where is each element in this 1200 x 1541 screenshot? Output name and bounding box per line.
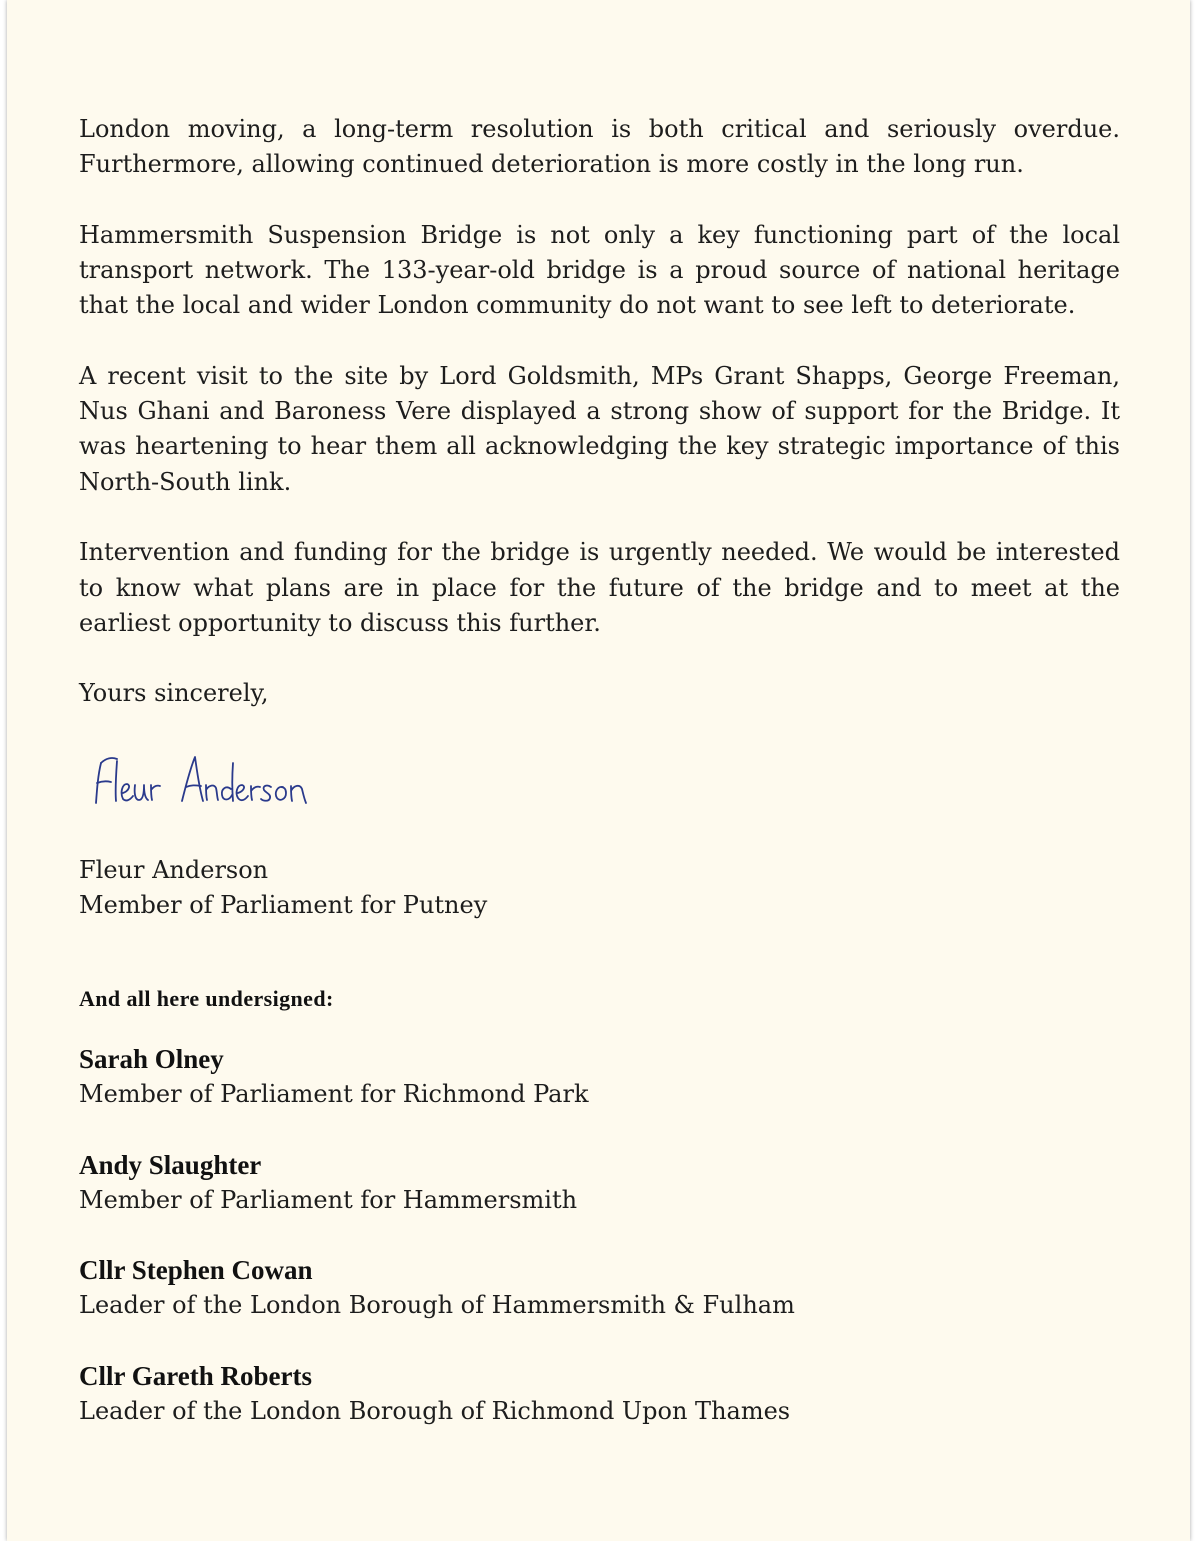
signatory-role: Member of Parliament for Hammersmith	[79, 1185, 578, 1214]
signatory-role: Member of Parliament for Richmond Park	[79, 1080, 589, 1108]
sender-block	[79, 853, 487, 923]
signatory-item	[79, 1042, 795, 1148]
sender-name: Fleur Anderson	[79, 856, 269, 884]
letter-body	[79, 112, 1120, 712]
signatory-item	[79, 1359, 795, 1465]
paragraph-1: London moving, a long-term resolution is both critical and seriously overdue. Furthermore, allowing continued deterioration is more costly in the long run.	[79, 115, 1120, 179]
signatory-item	[79, 1148, 795, 1254]
signatory-name: Sarah Olney	[79, 1044, 224, 1074]
closing: Yours sincerely,	[79, 679, 269, 708]
signatory-item	[79, 1253, 795, 1359]
letter-page	[7, 0, 1190, 1541]
undersigned-heading: And all here undersigned:	[79, 986, 334, 1011]
paragraph-2: Hammersmith Suspension Bridge is not only a key functioning part of the local transport network. The 133-year-old bridge is a proud source of national heritage that the local and wider London community do not want to see left to deteriorate.	[79, 220, 1120, 320]
paragraph-4: Intervention and funding for the bridge is urgently needed. We would be interested to know what plans are in place for the future of the bridge and to meet at the earliest opportunity to discuss this further.	[79, 538, 1120, 637]
paragraph-3: A recent visit to the site by Lord Goldsmith, MPs Grant Shapps, George Freeman, Nus Ghani and Baroness Vere displayed a strong show of support for the Bridge. It was heartening to hear them all acknowledging the key strategic importance of this North-South link.	[79, 362, 1120, 496]
signatory-role: Leader of the London Borough of Hammersmith & Fulham	[79, 1291, 795, 1319]
signatory-role: Leader of the London Borough of Richmond Upon Thames	[79, 1396, 791, 1425]
sender-role: Member of Parliament for Putney	[79, 891, 488, 919]
signatory-list	[79, 1042, 795, 1464]
handwritten-signature	[87, 745, 332, 815]
signatory-name: Cllr Gareth Roberts	[79, 1360, 312, 1391]
signatory-name: Andy Slaughter	[79, 1149, 262, 1180]
signatory-name: Cllr Stephen Cowan	[79, 1255, 313, 1285]
